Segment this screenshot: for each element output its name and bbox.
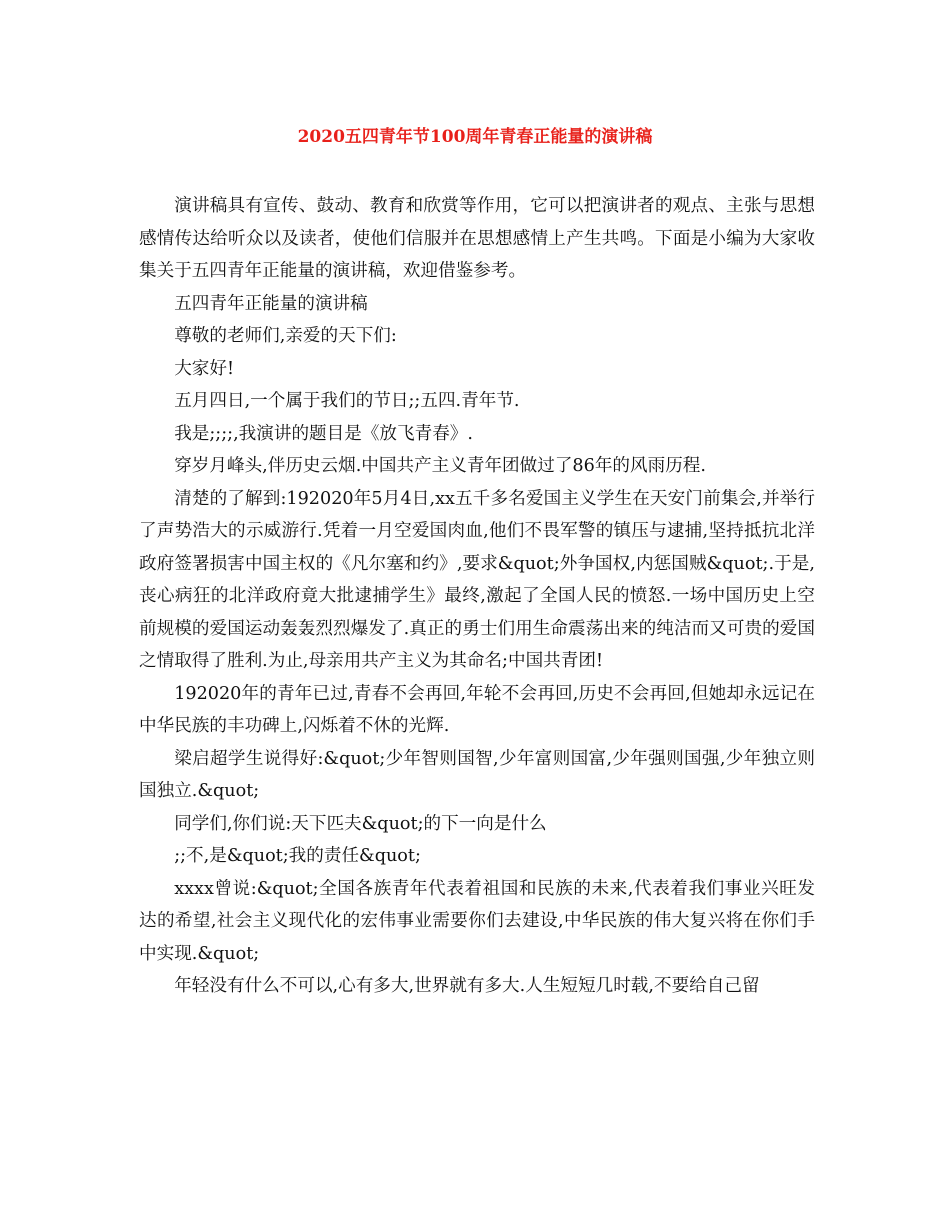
paragraph: xxxx曾说:&quot;全国各族青年代表着祖国和民族的未来,代表着我们事业兴旺发达的希望,社会主义现代化的宏伟事业需要你们去建设,中华民族的伟大复兴将在你们手中实现.&quot; <box>139 878 815 964</box>
paragraph: 五月四日,一个属于我们的节日;;五四.青年节. <box>174 391 520 411</box>
paragraph: 同学们,你们说:天下匹夫&quot;的下一向是什么 <box>174 813 547 834</box>
document-title: 2020五四青年节100周年青春正能量的演讲稿 <box>297 127 653 147</box>
paragraph: 192020年的青年已过,青春不会再回,年轮不会再回,历史不会再回,但她却永远记在中华民族的丰功碑上,闪烁着不休的光辉. <box>139 683 815 736</box>
paragraph: 演讲稿具有宣传、鼓动、教育和欣赏等作用，它可以把演讲者的观点、主张与思想感情传达给听众以及读者，使他们信服并在思想感情上产生共鸣。下面是小编为大家收集关于五四青年正能量的演讲稿，欢迎借鉴参考。 <box>139 196 815 281</box>
paragraph: ;;不,是&quot;我的责任&quot; <box>174 846 421 866</box>
paragraph: 大家好! <box>174 358 235 379</box>
document-body <box>139 190 815 1003</box>
paragraph: 清楚的了解到:192020年5月4日,xx五千多名爱国主义学生在天安门前集会,并举行了声势浩大的示威游行.凭着一月空爱国肉血,他们不畏军警的镇压与逮捕,坚持抵抗北洋政府签署损害中国主权的《凡尔塞和约》,要求&quot;外争国权,内惩国贼&quot;.于是,丧心病狂的北洋政府竟大批逮捕学生》最终,激起了全国人民的愤怒.一场中国历史上空前规模的爱国运动轰轰烈烈爆发了.真正的勇士们用生命震荡出来的纯洁而又可贵的爱国之情取得了胜利.为止,母亲用共产主义为其命名;中国共青团! <box>139 488 815 671</box>
paragraph: 年轻没有什么不可以,心有多大,世界就有多大.人生短短几时载,不要给自己留 <box>174 976 760 996</box>
paragraph: 穿岁月峰头,伴历史云烟.中国共产主义青年团做过了86年的风雨历程. <box>174 456 706 476</box>
paragraph: 五四青年正能量的演讲稿 <box>174 293 368 314</box>
paragraph: 尊敬的老师们,亲爱的天下们: <box>174 326 397 346</box>
paragraph: 梁启超学生说得好:&quot;少年智则国智,少年富则国富,少年强则国强,少年独立则国独立.&quot; <box>139 748 815 801</box>
paragraph: 我是;;;;,我演讲的题目是《放飞青春》. <box>174 423 473 444</box>
